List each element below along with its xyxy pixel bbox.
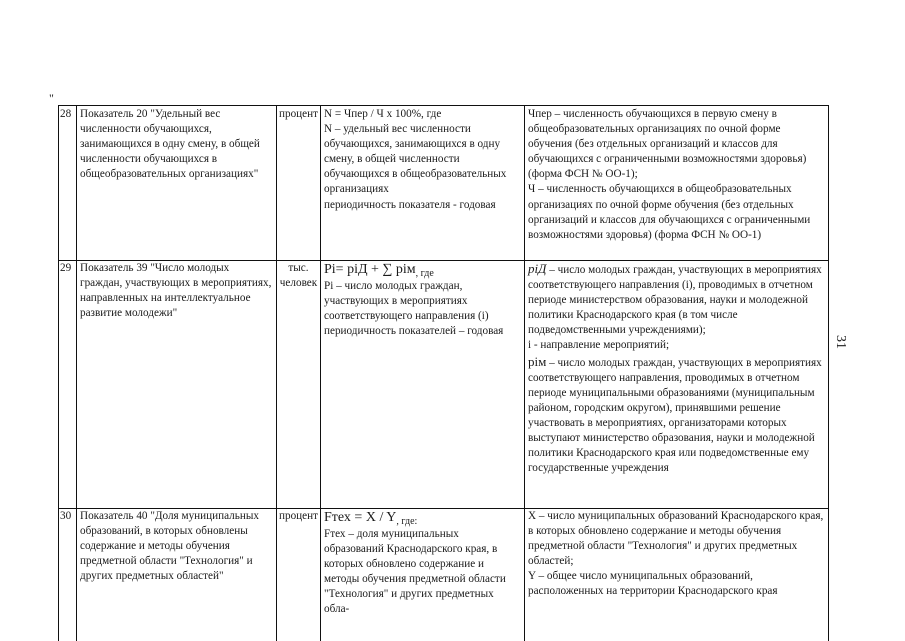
indicator-name: Показатель 40 "Доля муниципальных образований, в которых обновлены содержание и методы обучения предметной области "Технология" и других предметных областей": [77, 508, 277, 641]
formula-cell: [321, 508, 525, 641]
formula-cell: [321, 106, 525, 260]
row-number: 30: [59, 508, 77, 641]
formula-where: , где:: [396, 516, 418, 527]
indicator-name: Показатель 39 "Число молодых граждан, участвующих в мероприятиях, направленных на интеллектуальное развитие молодежи": [77, 260, 277, 508]
variable-definition: i - направление мероприятий;: [528, 339, 670, 352]
unit-of-measure: процент: [277, 508, 321, 641]
periodicity: периодичность показателя - годовая: [324, 198, 496, 211]
variable-definition: Ч – численность обучающихся в общеобразовательных организациях по очной форме обучения (без отдельных организаций и классов для обучающихся с ограниченными возможностями здоровья) (форма ФСН № ОО-1): [528, 183, 811, 241]
indicator-name: Показатель 20 "Удельный вес численности обучающихся, занимающихся в одну смену, в общей численности обучающихся в общеобразовательных организациях": [77, 106, 277, 260]
variable-text: – число молодых граждан, участвующих в мероприятиях соответствующего направления, проводимых в отчетном периоде муниципальными образованиями (муниципальным районом, городским округом), принявшими решение участвовать в мероприятиях, организаторами которых выступают министерство образования, науки и молодежной политики Краснодарского края или подведомственные ему государственные учреждения: [528, 356, 822, 475]
variable-definition: [528, 354, 825, 477]
formula-expression: Pi= piД + ∑ piм: [324, 262, 416, 277]
variables-description: [525, 260, 829, 508]
formula-expression: Fтех = X / Y: [324, 510, 397, 525]
variable-symbol: piД: [528, 261, 547, 276]
row-number: 28: [59, 106, 77, 260]
formula-where: , где: [415, 268, 434, 279]
unit-of-measure: процент: [277, 106, 321, 260]
variable-text: – число молодых граждан, участвующих в мероприятиях соответствующего направления (i), проводимых в отчетном периоде министерством образования, науки и молодежной политики Краснодарского края (в том числе подведомственными учреждениями);: [528, 264, 822, 337]
variables-description: [525, 106, 829, 260]
variables-description: [525, 508, 829, 641]
variable-definition: [528, 261, 825, 338]
page-number: 31: [833, 335, 848, 349]
unit-of-measure: тыс. человек: [277, 260, 321, 508]
formula: [324, 509, 521, 527]
periodicity: периодичность показателей – годовая: [324, 325, 504, 338]
row-number: 29: [59, 260, 77, 508]
table-row: [59, 508, 829, 641]
formula-description: Pi – число молодых граждан, участвующих в мероприятиях соответствующего направления (i): [324, 280, 489, 323]
variable-definition: X – число муниципальных образований Краснодарского края, в которых обновлено содержание и методы обучения предметной области "Технология" и других предметных областей;: [528, 510, 824, 568]
variable-definition: Чпер – численность обучающихся в первую смену в общеобразовательных организациях по очной форме обучения (без отдельных организаций и классов для обучающихся с ограниченными возможностями здоровья) (форма ФСН № ОО-1);: [528, 108, 807, 181]
formula-cell: [321, 260, 525, 508]
formula-description: N – удельный вес численности обучающихся, занимающихся в одну смену, в общей численности обучающихся в общеобразовательных организациях: [324, 123, 507, 196]
formula: N = Чпер / Ч х 100%, где: [324, 108, 442, 120]
formula-description: Fтех – доля муниципальных образований Краснодарского края, в которых обновлено содержание и методы обучения предметной области "Технология" и других предметных обла-: [324, 528, 506, 616]
quote-mark: ": [49, 91, 54, 105]
formula: [324, 261, 521, 279]
table-row: [59, 260, 829, 509]
variable-definition: Y – общее число муниципальных образований, расположенных на территории Краснодарского края: [528, 570, 778, 598]
variable-symbol: piм: [528, 353, 547, 369]
indicator-table: [58, 105, 829, 641]
table-row: [59, 106, 829, 261]
